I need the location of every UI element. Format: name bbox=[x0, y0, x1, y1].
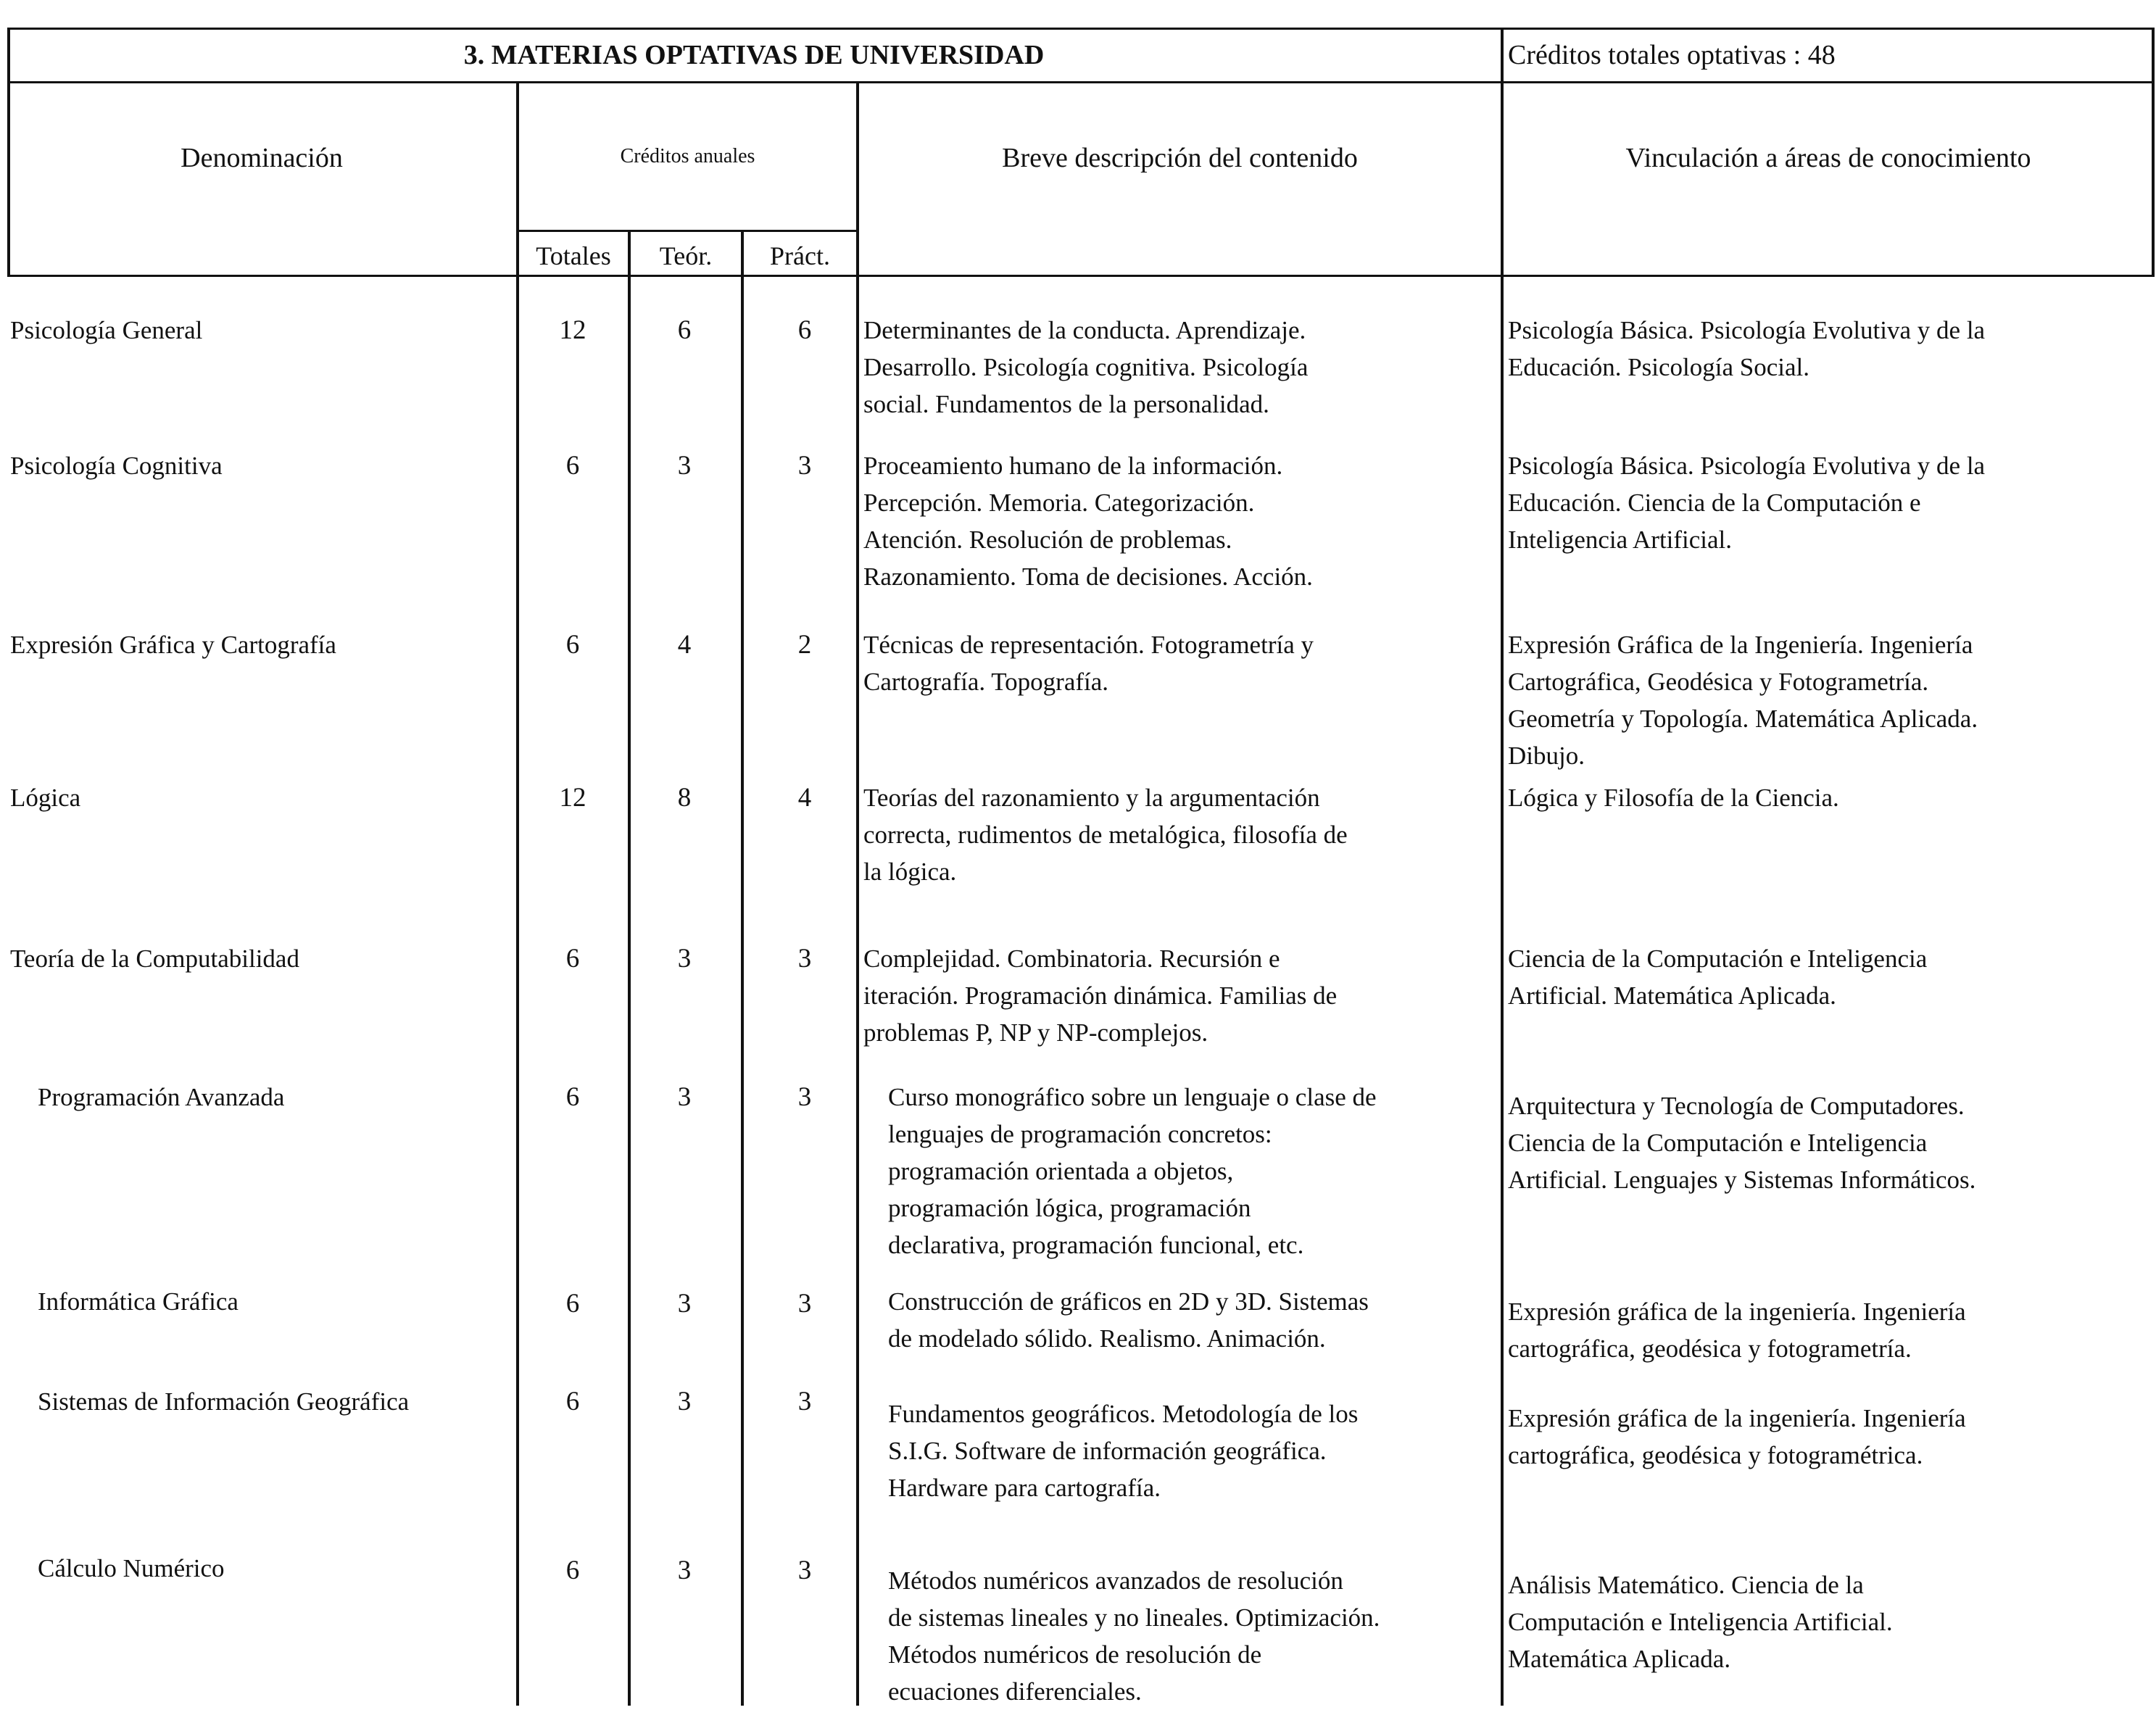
subject-name: Sistemas de Información Geográfica bbox=[38, 1387, 410, 1416]
col-divider-theory-practice bbox=[741, 230, 744, 1706]
col-header-description: Breve descripción del contenido bbox=[1002, 143, 1358, 173]
credits-practice: 4 bbox=[797, 783, 812, 813]
subject-name: Cálculo Numérico bbox=[38, 1554, 225, 1582]
col-divider-totals-theory bbox=[628, 230, 631, 1706]
credits-practice: 2 bbox=[797, 630, 812, 660]
total-credits-label: Créditos totales optativas : 48 bbox=[1508, 40, 1836, 70]
credits-totals: 6 bbox=[565, 944, 580, 974]
knowledge-areas: Expresión gráfica de la ingeniería. Ingeniería cartográfica, geodésica y fotogrametría. bbox=[1508, 1298, 1966, 1363]
col-header-totals: Totales bbox=[536, 241, 611, 270]
credits-subheader-border bbox=[516, 230, 859, 232]
credits-theory: 3 bbox=[677, 1289, 692, 1319]
col-divider-areas-left bbox=[1501, 28, 1504, 1706]
subject-name: Informática Gráfica bbox=[38, 1287, 239, 1316]
credits-theory: 3 bbox=[677, 1387, 692, 1416]
subject-name: Programación Avanzada bbox=[38, 1083, 285, 1111]
col-divider-description-left bbox=[856, 81, 859, 1706]
knowledge-areas: Lógica y Filosofía de la Ciencia. bbox=[1508, 784, 1839, 812]
credits-theory: 3 bbox=[677, 451, 692, 481]
col-divider-credits-left bbox=[516, 81, 519, 1706]
knowledge-areas: Análisis Matemático. Ciencia de la Computación e Inteligencia Artificial. Matemática Aplicada. bbox=[1508, 1571, 1893, 1673]
credits-totals: 12 bbox=[559, 783, 586, 813]
subject-description: Técnicas de representación. Fotogrametría y Cartografía. Topografía. bbox=[863, 631, 1314, 696]
subject-description: Determinantes de la conducta. Aprendizaje. Desarrollo. Psicología cognitiva. Psicología social. Fundamentos de la personalidad. bbox=[863, 316, 1309, 418]
table-title: 3. MATERIAS OPTATIVAS DE UNIVERSIDAD bbox=[463, 40, 1045, 70]
subject-description: Construcción de gráficos en 2D y 3D. Sistemas de modelado sólido. Realismo. Animación. bbox=[888, 1287, 1369, 1353]
credits-theory: 8 bbox=[677, 783, 692, 813]
credits-practice: 3 bbox=[797, 944, 812, 974]
credits-theory: 6 bbox=[677, 315, 692, 345]
credits-totals: 12 bbox=[559, 315, 586, 345]
credits-practice: 3 bbox=[797, 1082, 812, 1112]
credits-totals: 6 bbox=[565, 451, 580, 481]
knowledge-areas: Psicología Básica. Psicología Evolutiva y de la Educación. Psicología Social. bbox=[1508, 316, 1986, 381]
subject-description: Complejidad. Combinatoria. Recursión e iteración. Programación dinámica. Familias de problemas P, NP y NP-complejos. bbox=[863, 945, 1338, 1047]
col-header-practice: Práct. bbox=[770, 241, 830, 270]
knowledge-areas: Expresión gráfica de la ingeniería. Ingeniería cartográfica, geodésica y fotogramétrica. bbox=[1508, 1404, 1966, 1469]
credits-practice: 3 bbox=[797, 1387, 812, 1416]
subject-description: Fundamentos geográficos. Metodología de los S.I.G. Software de información geográfica. Hardware para cartografía. bbox=[888, 1400, 1359, 1502]
subject-name: Expresión Gráfica y Cartografía bbox=[10, 631, 336, 659]
credits-totals: 6 bbox=[565, 1289, 580, 1319]
credits-theory: 3 bbox=[677, 944, 692, 974]
credits-totals: 6 bbox=[565, 630, 580, 660]
credits-practice: 3 bbox=[797, 1556, 812, 1585]
credits-totals: 6 bbox=[565, 1556, 580, 1585]
knowledge-areas: Psicología Básica. Psicología Evolutiva y de la Educación. Ciencia de la Computación e Inteligencia Artificial. bbox=[1508, 452, 1986, 554]
credits-practice: 3 bbox=[797, 1289, 812, 1319]
subject-description: Proceamiento humano de la información. Percepción. Memoria. Categorización. Atención. Resolución de problemas. Razonamiento. Toma de decisiones. Acción. bbox=[863, 452, 1313, 591]
knowledge-areas: Arquitectura y Tecnología de Computadores. Ciencia de la Computación e Inteligencia Artificial. Lenguajes y Sistemas Informáticos. bbox=[1508, 1092, 1976, 1194]
table-top-border bbox=[7, 28, 2153, 30]
subject-description: Curso monográfico sobre un lenguaje o clase de lenguajes de programación concretos: programación orientada a objetos, programación lógica, programación declarativa, programación funcional, etc. bbox=[888, 1083, 1377, 1259]
subject-name: Lógica bbox=[10, 784, 81, 812]
credits-practice: 6 bbox=[797, 315, 812, 345]
credits-totals: 6 bbox=[565, 1387, 580, 1416]
optional-subjects-table bbox=[7, 0, 2156, 1706]
credits-theory: 3 bbox=[677, 1556, 692, 1585]
credits-theory: 3 bbox=[677, 1082, 692, 1112]
credits-practice: 3 bbox=[797, 451, 812, 481]
knowledge-areas: Ciencia de la Computación e Inteligencia Artificial. Matemática Aplicada. bbox=[1508, 945, 1928, 1010]
col-header-name: Denominación bbox=[181, 143, 343, 173]
subject-name: Psicología General bbox=[10, 316, 203, 344]
subject-description: Métodos numéricos avanzados de resolución de sistemas lineales y no lineales. Optimización. Métodos numéricos de resolución de ecuaciones diferenciales. bbox=[888, 1566, 1380, 1706]
col-header-areas: Vinculación a áreas de conocimiento bbox=[1625, 143, 2031, 173]
header-bottom-border bbox=[7, 275, 2153, 277]
subject-description: Teorías del razonamiento y la argumentación correcta, rudimentos de metalógica, filosofía de la lógica. bbox=[863, 784, 1348, 886]
subject-name: Psicología Cognitiva bbox=[10, 452, 223, 480]
header-title-bottom-border bbox=[7, 81, 2153, 83]
subject-name: Teoría de la Computabilidad bbox=[10, 945, 299, 973]
credits-totals: 6 bbox=[565, 1082, 580, 1112]
credits-theory: 4 bbox=[677, 630, 692, 660]
knowledge-areas: Expresión Gráfica de la Ingeniería. Ingeniería Cartográfica, Geodésica y Fotogrametría. Geometría y Topología. Matemática Aplicada. Dibujo. bbox=[1508, 631, 1978, 770]
col-header-credits: Créditos anuales bbox=[620, 145, 755, 167]
col-header-theory: Teór. bbox=[659, 241, 713, 270]
